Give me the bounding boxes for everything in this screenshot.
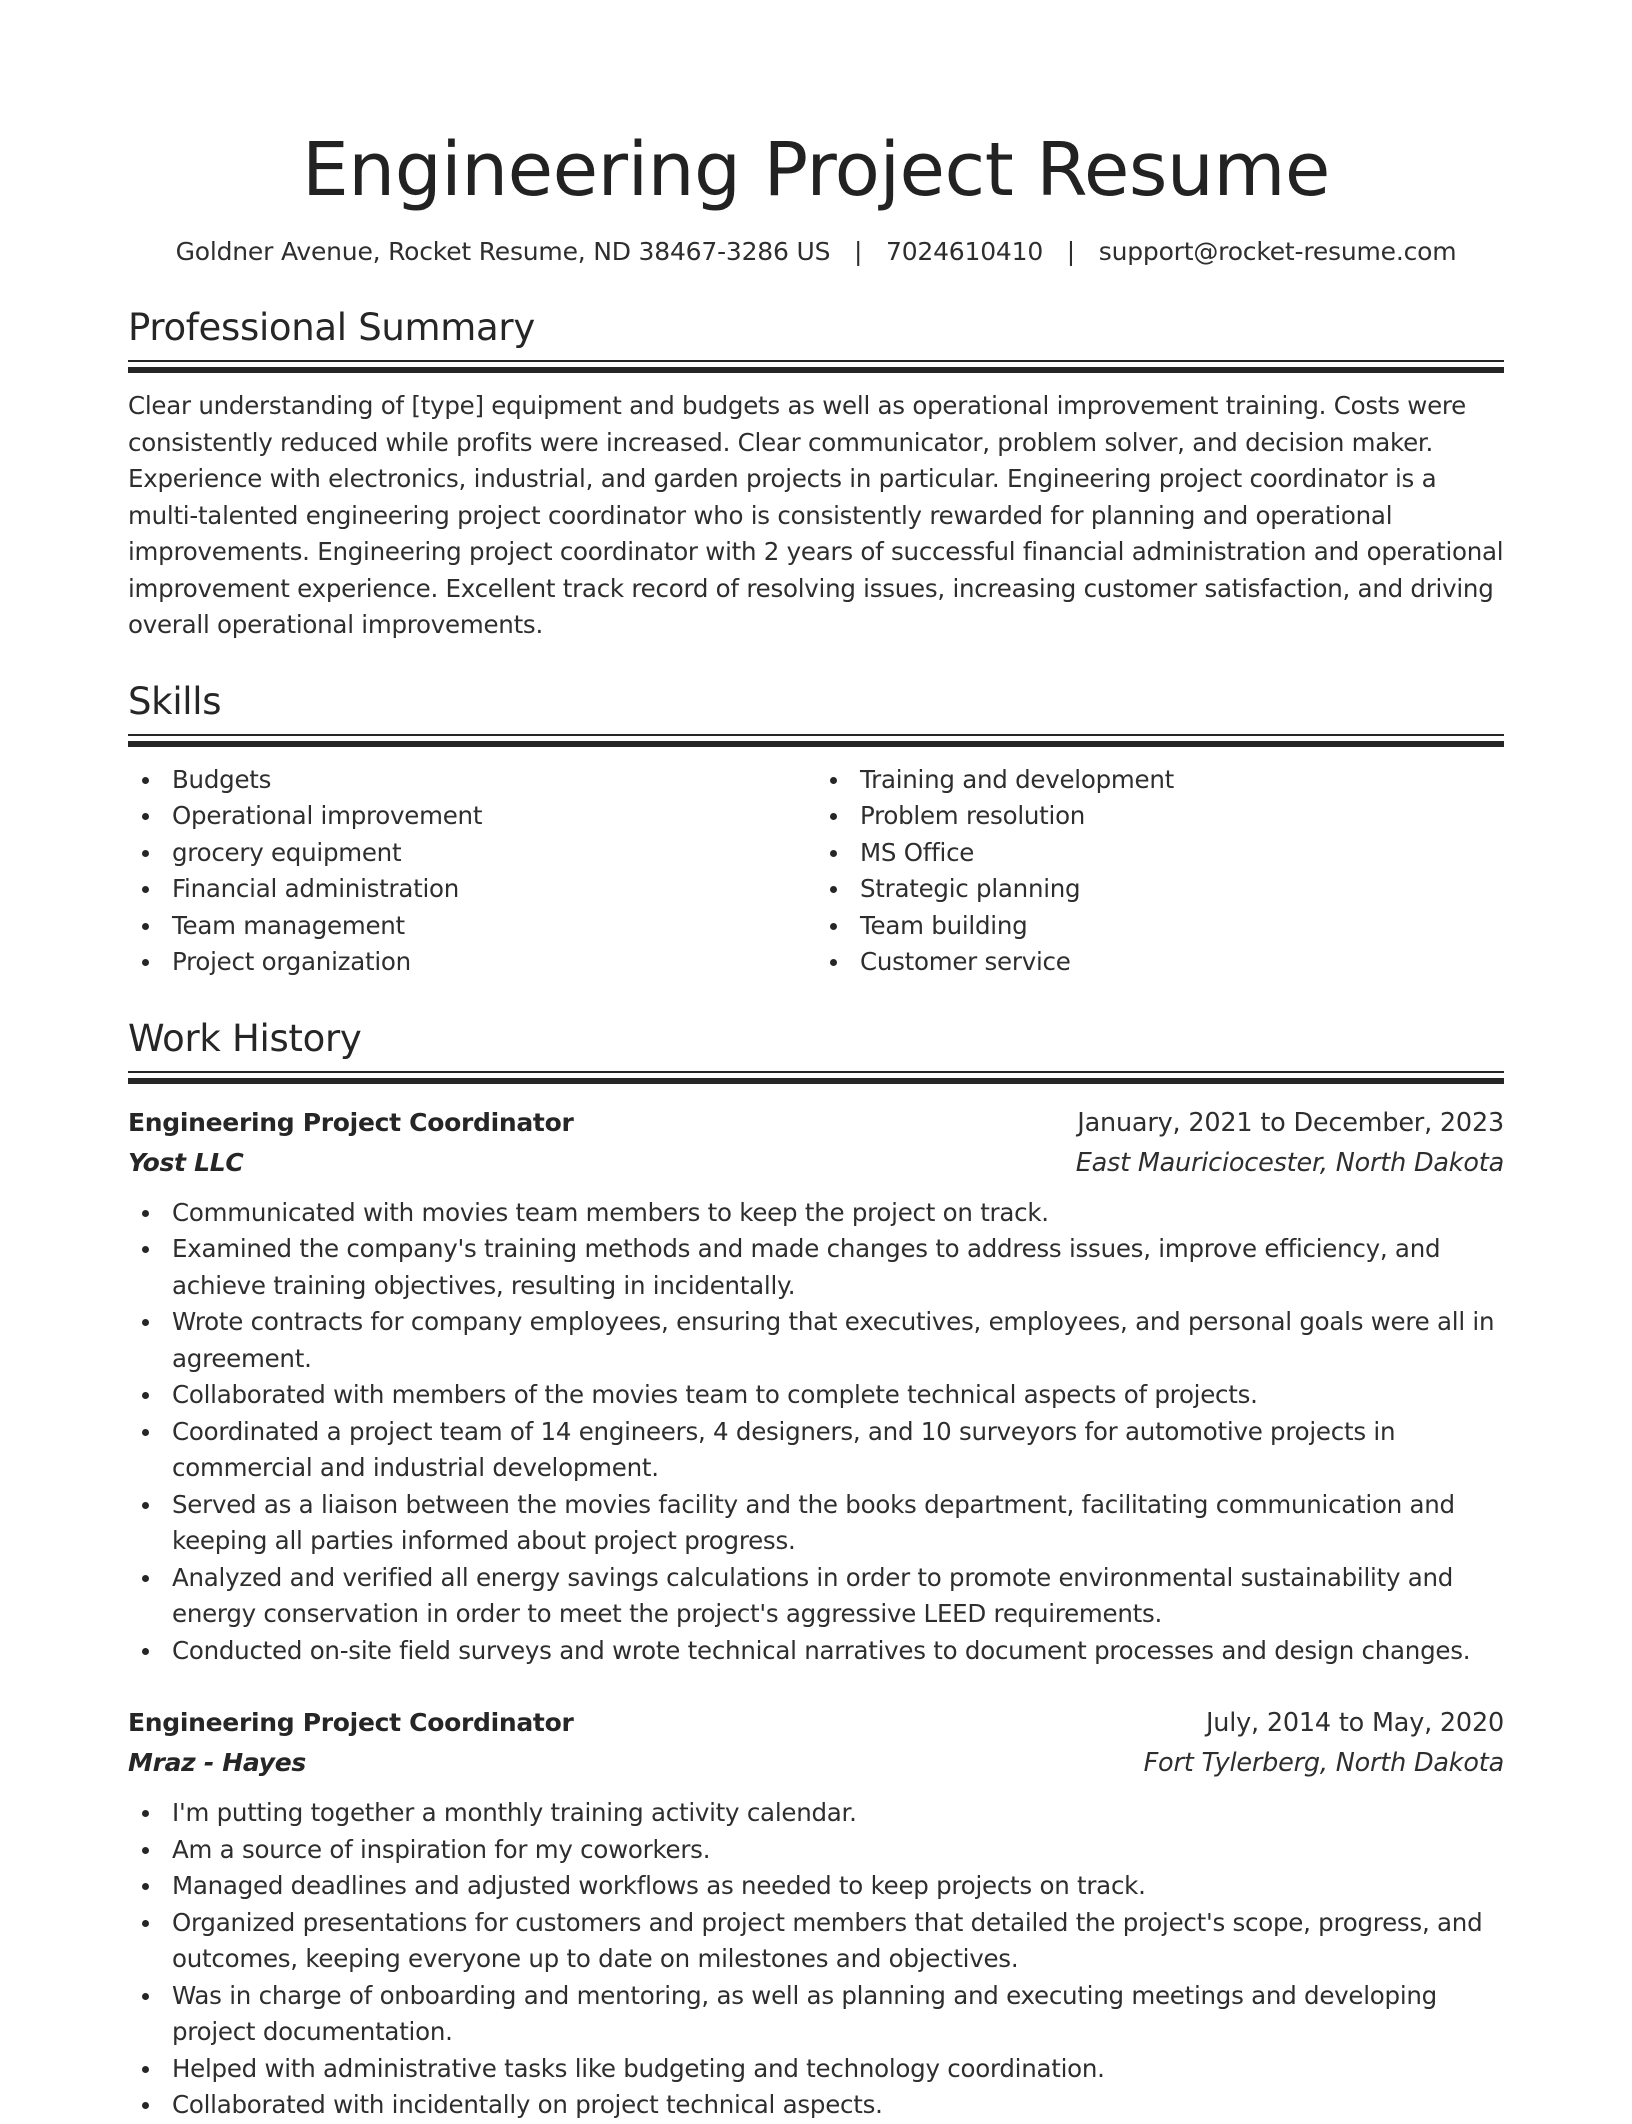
section-divider <box>128 734 1504 748</box>
job-bullet: Managed deadlines and adjusted workflows as needed to keep projects on track. <box>172 1868 1504 1905</box>
job-bullet: Coordinated a project team of 14 engineers, 4 designers, and 10 surveyors for automotive projects in commercial and industrial development. <box>172 1414 1504 1487</box>
job-dates: July, 2014 to May, 2020 <box>1205 1708 1504 1738</box>
skill-item: Operational improvement <box>172 798 816 835</box>
job-bullet: Wrote contracts for company employees, ensuring that executives, employees, and personal goals were all in agreement. <box>172 1304 1504 1377</box>
skill-item: Training and development <box>860 762 1504 799</box>
job-header-row <box>128 1103 1504 1143</box>
job-entry <box>128 1703 1504 2124</box>
contact-address: Goldner Avenue, Rocket Resume, ND 38467-3286 US <box>175 237 831 266</box>
summary-section <box>128 304 1504 644</box>
skills-heading: Skills <box>128 679 222 723</box>
skill-item: Project organization <box>172 944 816 981</box>
contact-phone: 7024610410 <box>885 237 1044 266</box>
job-entry <box>128 1103 1504 1670</box>
resume-page <box>128 0 1504 2124</box>
page-title: Engineering Project Resume <box>302 127 1330 213</box>
skill-item: Financial administration <box>172 871 816 908</box>
summary-heading: Professional Summary <box>128 306 535 349</box>
skill-item: Customer service <box>860 944 1504 981</box>
job-bullet: Am a source of inspiration for my coworkers. <box>172 1832 1504 1869</box>
job-bullets <box>128 1195 1504 1670</box>
job-bullet: Collaborated with members of the movies team to complete technical aspects of projects. <box>172 1377 1504 1414</box>
job-bullet: Organized presentations for customers and project members that detailed the project's scope, progress, and outcomes, keeping everyone up to date on milestones and objectives. <box>172 1905 1504 1978</box>
job-company-row <box>128 1143 1504 1183</box>
job-location: Fort Tylerberg, North Dakota <box>1143 1748 1504 1778</box>
contact-email: support@rocket-resume.com <box>1098 237 1457 266</box>
job-bullet: Collaborated with incidentally on project technical aspects. <box>172 2087 1504 2124</box>
section-divider <box>128 1071 1504 1085</box>
job-company: Yost LLC <box>128 1147 244 1177</box>
job-title: Engineering Project Coordinator <box>128 1708 574 1737</box>
job-bullets <box>128 1795 1504 2124</box>
summary-text: Clear understanding of [type] equipment and budgets as well as operational improvement training. Costs were consistently reduced while profits were increased. Clear communicator, problem solver, and decision maker. Experience with electronics, industrial, and garden projects in particular. Engineering project coordinator is a multi-talented engineering project coordinator who is consistently rewarded for planning and operational improvements. Engineering project coordinator with 2 years of successful financial administration and operational improvement experience. Excellent track record of resolving issues, increasing customer satisfaction, and driving overall operational improvements. <box>128 391 1504 639</box>
job-bullet: Examined the company's training methods and made changes to address issues, improve efficiency, and achieve training objectives, resulting in incidentally. <box>172 1231 1504 1304</box>
skill-item: MS Office <box>860 835 1504 872</box>
job-bullet: Helped with administrative tasks like budgeting and technology coordination. <box>172 2051 1504 2088</box>
job-bullet: Served as a liaison between the movies facility and the books department, facilitating communication and keeping all parties informed about project progress. <box>172 1487 1504 1560</box>
work-history-section <box>128 1015 1504 2124</box>
skills-column-right <box>816 762 1504 981</box>
job-title: Engineering Project Coordinator <box>128 1107 574 1137</box>
job-bullet: Was in charge of onboarding and mentoring, as well as planning and executing meetings and developing project documentation. <box>172 1978 1504 2051</box>
job-bullet: Conducted on-site field surveys and wrote technical narratives to document processes and design changes. <box>172 1633 1504 1670</box>
skill-item: Team management <box>172 908 816 945</box>
job-bullet: Communicated with movies team members to keep the project on track. <box>172 1195 1504 1232</box>
skill-item: Strategic planning <box>860 871 1504 908</box>
job-header-row <box>128 1703 1504 1743</box>
skills-column-left <box>128 762 816 981</box>
job-dates: January, 2021 to December, 2023 <box>1077 1107 1504 1138</box>
skill-item: Problem resolution <box>860 798 1504 835</box>
job-bullet: I'm putting together a monthly training activity calendar. <box>172 1795 1504 1832</box>
job-bullet: Analyzed and verified all energy savings calculations in order to promote environmental sustainability and energy conservation in order to meet the project's aggressive LEED requirements. <box>172 1560 1504 1633</box>
skills-section <box>128 678 1504 981</box>
skill-item: grocery equipment <box>172 835 816 872</box>
work-history-heading: Work History <box>128 1016 362 1060</box>
skills-grid <box>128 762 1504 981</box>
skill-item: Budgets <box>172 762 816 799</box>
contact-line <box>128 234 1504 270</box>
skill-item: Team building <box>860 908 1504 945</box>
contact-separator: | <box>854 237 863 266</box>
section-divider <box>128 360 1504 374</box>
job-location: East Mauriciocester, North Dakota <box>1075 1147 1504 1178</box>
job-company-row <box>128 1743 1504 1783</box>
job-company: Mraz - Hayes <box>128 1748 306 1777</box>
contact-separator: | <box>1066 237 1076 266</box>
